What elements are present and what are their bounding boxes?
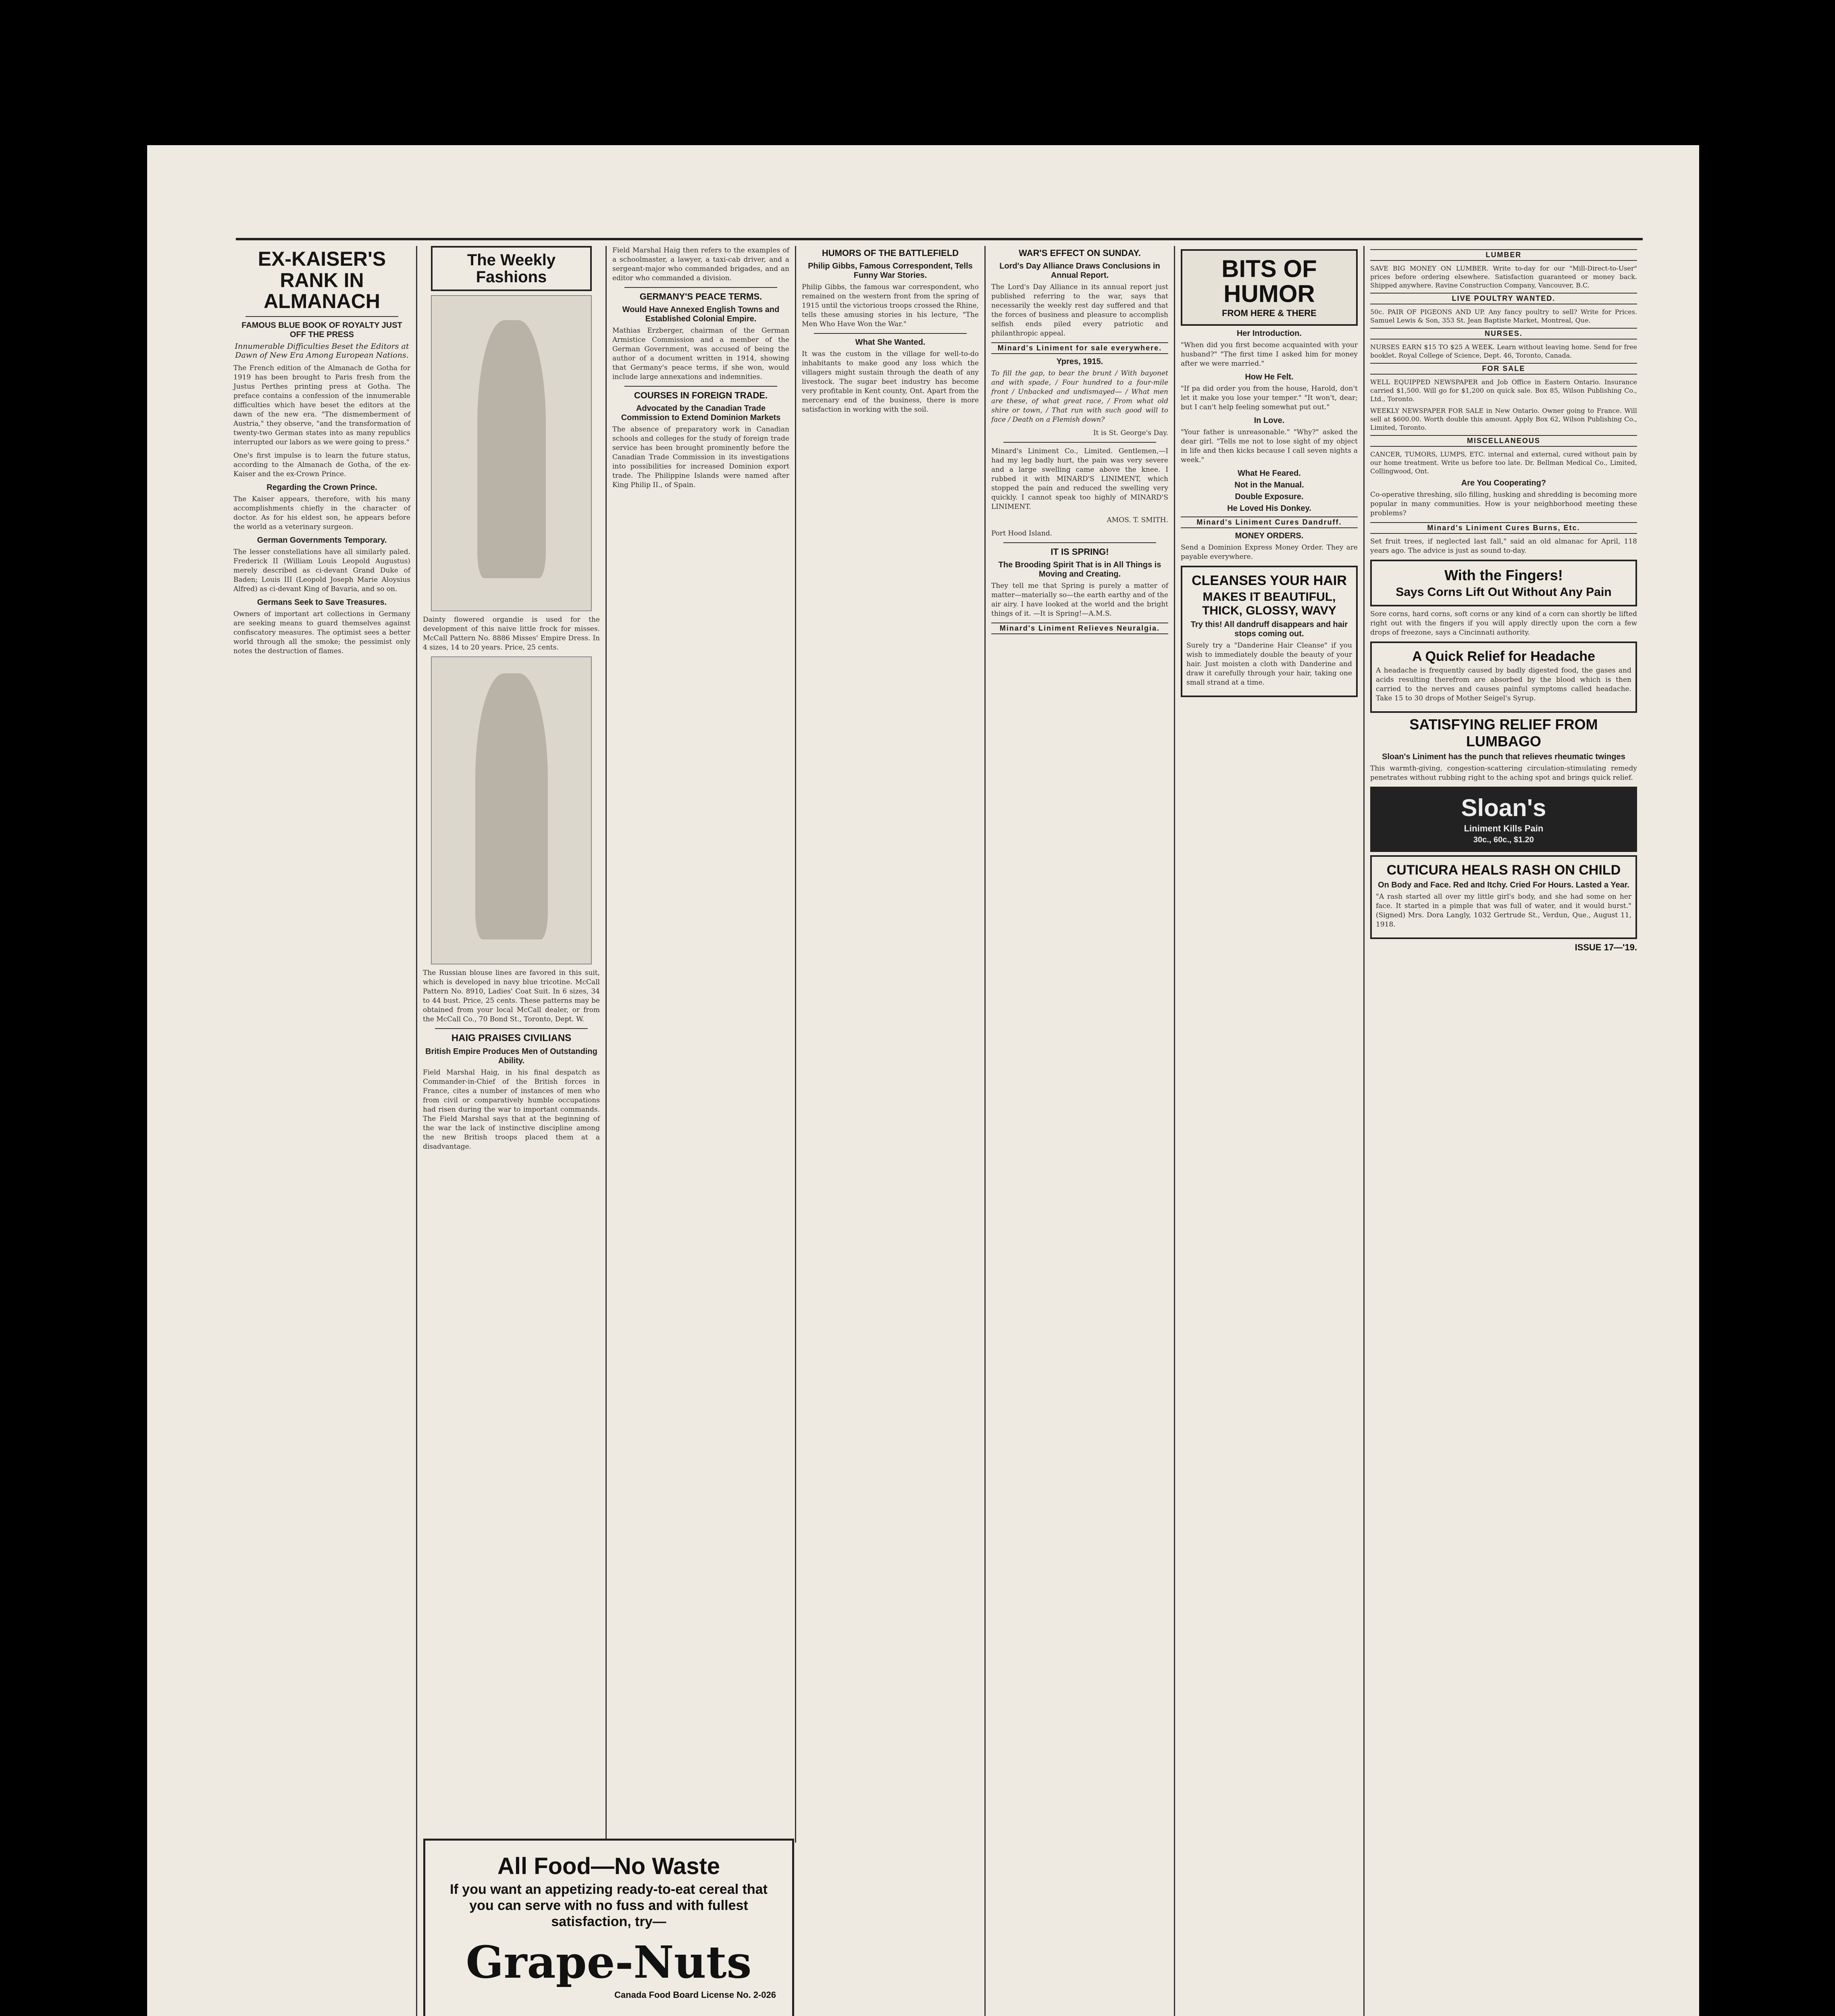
cuticura-deck: On Body and Face. Red and Itchy. Cried For Hours. Lasted a Year. [1378, 881, 1629, 889]
deck-spring: The Brooding Spirit That is in All Things is Moving and Creating. [998, 560, 1161, 579]
headline-spring: IT IS SPRING! [1051, 547, 1109, 557]
top-rule [236, 238, 1643, 240]
minard-letter: Minard's Liniment Co., Limited. Gentlemen,—I had my leg badly hurt, the pain was very severe and a large swelling came above the knee. I rubbed it with MINARD'S LINIMENT, which stopped the pain and reduced the swelling very quickly. I cannot speak too highly of MINARD'S LINIMENT. [991, 447, 1168, 511]
headline-courses: COURSES IN FOREIGN TRADE. [634, 390, 768, 401]
headline-kaiser: EX-KAISER'S RANK IN ALMANACH [258, 248, 386, 312]
sloans-logo-box [1370, 787, 1637, 852]
deck-haig: British Empire Produces Men of Outstanding Ability. [425, 1047, 597, 1066]
corns-text: Sore corns, hard corns, soft corns or any kind of a corn can shortly be lifted right out with the fingers if you will apply directly upon the corn a few drops of freezone, says a Cincinnati authority. [1370, 610, 1637, 637]
fashion-title: The Weekly Fashions [467, 251, 556, 286]
grape-nuts-line1: All Food—No Waste [497, 1853, 720, 1879]
deck-sunday: Lord's Day Alliance Draws Conclusions in Annual Report. [999, 262, 1160, 280]
article-paragraph: Field Marshal Haig then refers to the examples of a schoolmaster, a lawyer, a taxi-cab driver, and a sergeant-major who commanded brigades, and an editor who commanded a division. [612, 246, 789, 282]
article-paragraph: The French edition of the Almanach de Gotha for 1919 has been brought to Paris fresh from the Justus Perthes printing press at Gotha. The preface contains a confession of the innumerable difficulties which have beset the editors at the dawn of the new era. "The dismemberment of Austria," they observe, "and the transformation of twenty-two German states into as many republics interrupted our labors as we were going to press." [233, 364, 410, 446]
minard-place: Port Hood Island. [991, 529, 1053, 538]
column-6 [1175, 246, 1365, 2016]
divider [624, 287, 777, 288]
joke-head: He Loved His Donkey. [1227, 504, 1311, 513]
article-paragraph: It was the custom in the village for well-to-do inhabitants to make good any loss which the villagers might sustain through the death of any livestock. The sugar beet industry has become very profitable in Kent county, Ont. Apart from the mercenary end of the business, there is more satisfaction in working with the soil. [802, 350, 979, 414]
subdeck-kaiser: Innumerable Difficulties Beset the Editors at Dawn of New Era Among European Nations. [235, 342, 409, 360]
headache-text: A headache is frequently caused by badly digested food, the gases and acids resulting therefrom are absorbed by the blood which is then carried to the nerves and causes painful symptoms called headache. Take 15 to 30 drops of Mother Seigel's Syrup. [1376, 666, 1631, 702]
classified-banner: MISCELLANEOUS [1370, 435, 1637, 447]
minard-notice: Minard's Liniment Relieves Neuralgia. [991, 623, 1168, 634]
classified-ad: SAVE BIG MONEY ON LUMBER. Write to-day for our "Mill-Direct-to-User" prices before ordering elsewhere. Satisfaction guaranteed or money back. Shipped anywhere. Ravine Construction Company, Vancouver, B.C. [1370, 264, 1637, 289]
fashion-illustration-1 [431, 295, 592, 611]
cuticura-ad [1370, 855, 1637, 939]
danderine-deck: Try this! All dandruff disappears and hair stops coming out. [1190, 620, 1348, 638]
subhead: German Governments Temporary. [257, 535, 387, 545]
divider [435, 1028, 588, 1029]
column-2 [417, 246, 607, 1843]
divider [1003, 442, 1156, 443]
sloans-brand: Sloan's [1461, 794, 1546, 821]
coop-text: Co-operative threshing, silo filling, husking and shredding is becoming more popular in many communities. How is your neighborhood meeting these problems? [1370, 491, 1637, 517]
joke-head: Her Introduction. [1236, 329, 1302, 338]
subhead: Germans Seek to Save Treasures. [257, 598, 387, 607]
classified-banner: NURSES. [1370, 328, 1637, 339]
joke-text: "Your father is unreasonable." "Why?" asked the dear girl. "Tells me not to lose sight of my object in life and then kicks because I call seven nights a week." [1181, 428, 1358, 464]
money-text: Send a Dominion Express Money Order. They are payable everywhere. [1181, 544, 1358, 561]
issue-number: ISSUE 17—'19. [1575, 942, 1637, 952]
headline-sunday: WAR'S EFFECT ON SUNDAY. [1019, 248, 1141, 258]
grape-nuts-line2: If you want an appetizing ready-to-eat cereal that you can serve with no fuss and with fullest satisfaction, try— [450, 1882, 768, 1929]
joke-head: Not in the Manual. [1234, 481, 1304, 489]
joke-text: "If pa did order you from the house, Harold, don't let it make you lose your temper." "It won't, dear; but I can't help feeling somewhat put out." [1181, 385, 1358, 411]
deck-kaiser: FAMOUS BLUE BOOK OF ROYALTY JUST OFF THE PRESS [241, 321, 402, 339]
fashion-illustration-2 [431, 656, 592, 964]
classified-ad: WELL EQUIPPED NEWSPAPER and Job Office in Eastern Ontario. Insurance carried $1,500. Will go for $1,200 on quick sale. Box 85, Wilson Publishing Co., Ltd., Toronto. [1370, 378, 1637, 403]
danderine-line2: MAKES IT BEAUTIFUL, THICK, GLOSSY, WAVY [1202, 590, 1336, 617]
humor-title-box [1181, 249, 1358, 326]
column-1 [228, 246, 417, 2016]
sloans-subtitle: Liniment Kills Pain [1464, 823, 1544, 833]
article-paragraph: Owners of important art collections in Germany are seeking means to guard themselves against confiscatory measures. The optimist sees a better world through all the smoke; the pessimist only notes the destruction of flames. [233, 610, 410, 655]
headline-humors: HUMORS OF THE BATTLEFIELD [822, 248, 959, 258]
poem-text: To fill the gap, to bear the brunt / With bayonet and with spade, / Four hundred to a four-mile front / Unbacked and undismayed— / What men are these, of what great race, / From what old shire or town, / That run with such good will to face / Death on a Flemish down? [991, 369, 1168, 424]
danderine-line1: CLEANSES YOUR HAIR [1192, 573, 1347, 588]
corns-ad [1370, 560, 1637, 606]
article-paragraph: They tell me that Spring is purely a matter of matter—materially so—the earth earthy and of the air airy. I have looked at the world and the bright things of it. —It is Spring!—A.M.S. [991, 582, 1168, 618]
lumbago-text: This warmth-giving, congestion-scattering circulation-stimulating remedy penetrates without rubbing right to the aching spot and brings quick relief. [1370, 764, 1637, 782]
divider [245, 316, 398, 317]
divider [624, 386, 777, 387]
article-paragraph: The Lord's Day Alliance in its annual report just published referring to the war, says that necessarily the weekly rest day suffered and that the forces of business and pleasure to accomplish selfish ends piled every patriotic and philanthropic appeal. [991, 283, 1168, 338]
headache-ad [1370, 641, 1637, 713]
money-head: MONEY ORDERS. [1235, 531, 1304, 540]
divider [814, 333, 967, 334]
headline-peace: GERMANY'S PEACE TERMS. [639, 292, 762, 302]
minard-notice: Minard's Liniment Cures Burns, Etc. [1370, 522, 1637, 534]
article-paragraph: The Kaiser appears, therefore, with his many accomplishments chiefly in the character of doctor. As for his eldest son, he appears before the world as a veterinary surgeon. [233, 495, 410, 531]
grape-nuts-ad [423, 1839, 794, 2016]
joke-head: Double Exposure. [1235, 492, 1304, 501]
article-paragraph: One's first impulse is to learn the future status, according to the Almanach de Gotha, of the ex-Kaiser and the ex-Crown Prince. [233, 451, 410, 478]
deck-peace: Would Have Annexed English Towns and Established Colonial Empire. [622, 305, 780, 324]
column-3 [607, 246, 796, 1843]
divider [1003, 542, 1156, 543]
danderine-ad [1181, 566, 1358, 697]
poem-tag: It is St. George's Day. [1093, 429, 1168, 437]
article-paragraph: The lesser constellations have all similarly paled. Frederick II (William Louis Leopold Augustus) merely described as ci-devant Grand Duke of Baden; Louis III (Leopold Joseph Marie Aloysius Alfred) as ci-devant King of Bavaria, and so on. [233, 548, 410, 593]
joke-head: What He Feared. [1238, 469, 1301, 478]
fashion-caption: The Russian blouse lines are favored in this suit, which is developed in navy blue tricotine. McCall Pattern No. 8910, Ladies' Coat Suit. In 6 sizes, 34 to 44 bust. Price, 25 cents. These patterns may be obtained from your local McCall dealer, or from the McCall Co., 70 Bond St., Toronto, Dept. W. [423, 969, 600, 1023]
fashion-title-box [431, 246, 592, 291]
classified-banner: FOR SALE [1370, 363, 1637, 375]
headache-title: A Quick Relief for Headache [1412, 649, 1596, 664]
joke-text: "When did you first become acquainted with your husband?" "The first time I asked him for money after we were married." [1181, 341, 1358, 368]
column-7 [1365, 246, 1643, 2016]
poem-title: Ypres, 1915. [1056, 357, 1103, 367]
article-paragraph: Mathias Erzberger, chairman of the German Armistice Commission and a member of the German Government, was accused of being the author of a document written in 1914, showing that Germany's peace terms, if she won, would include large annexations and indemnities. [612, 327, 789, 381]
danderine-text: Surely try a "Danderine Hair Cleanse" if you wish to immediately double the beauty of your hair. Just moisten a cloth with Danderine and draw it carefully through your hair, taking one small strand at a time. [1186, 641, 1352, 687]
cuticura-title: CUTICURA HEALS RASH ON CHILD [1386, 862, 1621, 878]
classified-banner: LUMBER [1370, 249, 1637, 261]
cuticura-text: "A rash started all over my little girl's body, and she had some on her face. It started in a pimple that was full of water, and it would burst." (Signed) Mrs. Dora Langly, 1032 Gertrude St., Verdun, Que., August 11, 1918. [1376, 893, 1631, 929]
article-paragraph: Philip Gibbs, the famous war correspondent, who remained on the western front from the spring of 1915 until the victorious troops crossed the Rhine, tells these amusing stories in his lecture, "The Men Who Have Won the War." [802, 283, 979, 329]
minard-signature: AMOS. T. SMITH. [1107, 516, 1168, 525]
subhead: Regarding the Crown Prince. [266, 483, 377, 492]
classified-ad: 50c. PAIR OF PIGEONS AND UP. Any fancy poultry to sell? Write for Prices. Samuel Lewis & Son, 353 St. Jean Baptiste Market, Montreal, Que. [1370, 308, 1637, 324]
column-5 [986, 246, 1175, 2016]
lumbago-title: SATISFYING RELIEF FROM LUMBAGO [1409, 716, 1598, 750]
deck-courses: Advocated by the Canadian Trade Commission to Extend Dominion Markets [621, 404, 781, 423]
joke-head: How He Felt. [1245, 373, 1294, 381]
fashion-caption: Dainty flowered organdie is used for the development of this naive little frock for misses. McCall Pattern No. 8886 Misses' Empire Dress. In 4 sizes, 14 to 20 years. Price, 25 cents. [423, 616, 600, 652]
deck-humors: Philip Gibbs, Famous Correspondent, Tells Funny War Stories. [808, 262, 973, 280]
grape-nuts-brand: Grape-Nuts [466, 1936, 752, 1988]
subhead: What She Wanted. [855, 338, 926, 347]
newspaper-page [147, 145, 1699, 2016]
classified-ad: CANCER, TUMORS, LUMPS, ETC. internal and external, cured without pain by our home treatment. Write us before too late. Dr. Bellman Medical Co., Limited, Collingwood, Ont. [1370, 450, 1637, 475]
humor-subtitle: FROM HERE & THERE [1222, 308, 1317, 318]
article-paragraph: Field Marshal Haig, in his final despatch as Commander-in-Chief of the British forces in France, cites a number of instances of men who from civil or comparatively humble occupations had risen during the war to important commands. The Field Marshal says that at the beginning of the war the lack of instinctive discipline among the new British troops placed them at a disadvantage. [423, 1068, 600, 1151]
column-4 [796, 246, 986, 2016]
grape-nuts-license: Canada Food Board License No. 2-026 [614, 1990, 776, 2000]
coop-head: Are You Cooperating? [1461, 479, 1546, 487]
corns-line1: With the Fingers! [1444, 567, 1563, 583]
sloans-price: 30c., 60c., $1.20 [1473, 835, 1534, 844]
article-paragraph: The absence of preparatory work in Canadian schools and colleges for the study of foreign trade service has been brought prominently before the Canadian Trade Commission in its investigations into possibilities for increased Dominion export trade. The Philippine Islands were named after King Philip II., of Spain. [612, 425, 789, 489]
dress-figure [477, 320, 546, 578]
classified-ad: WEEKLY NEWSPAPER FOR SALE in New Ontario. Owner going to France. Will sell at $600.00. Worth double this amount. Apply Box 62, Wilson Publishing Co., Limited, Toronto. [1370, 407, 1637, 431]
headline-haig: HAIG PRAISES CIVILIANS [451, 1033, 572, 1043]
suit-figure [475, 673, 548, 939]
trees-text: Set fruit trees, if neglected last fall," said an old almanac for April, 118 years ago. The advice is just as sound to-day. [1370, 537, 1637, 555]
classified-ad: NURSES EARN $15 TO $25 A WEEK. Learn without leaving home. Send for free booklet. Royal College of Science, Dept. 46, Toronto, Canada. [1370, 343, 1637, 359]
humor-title: BITS OF HUMOR [1221, 255, 1317, 307]
minard-notice: Minard's Liniment Cures Dandruff. [1181, 516, 1358, 528]
minard-notice: Minard's Liniment for sale everywhere. [991, 342, 1168, 354]
classified-banner: LIVE POULTRY WANTED. [1370, 293, 1637, 304]
corns-line2: Says Corns Lift Out Without Any Pain [1396, 585, 1612, 599]
joke-head: In Love. [1254, 416, 1285, 425]
lumbago-deck: Sloan's Liniment has the punch that relieves rheumatic twinges [1382, 752, 1625, 761]
